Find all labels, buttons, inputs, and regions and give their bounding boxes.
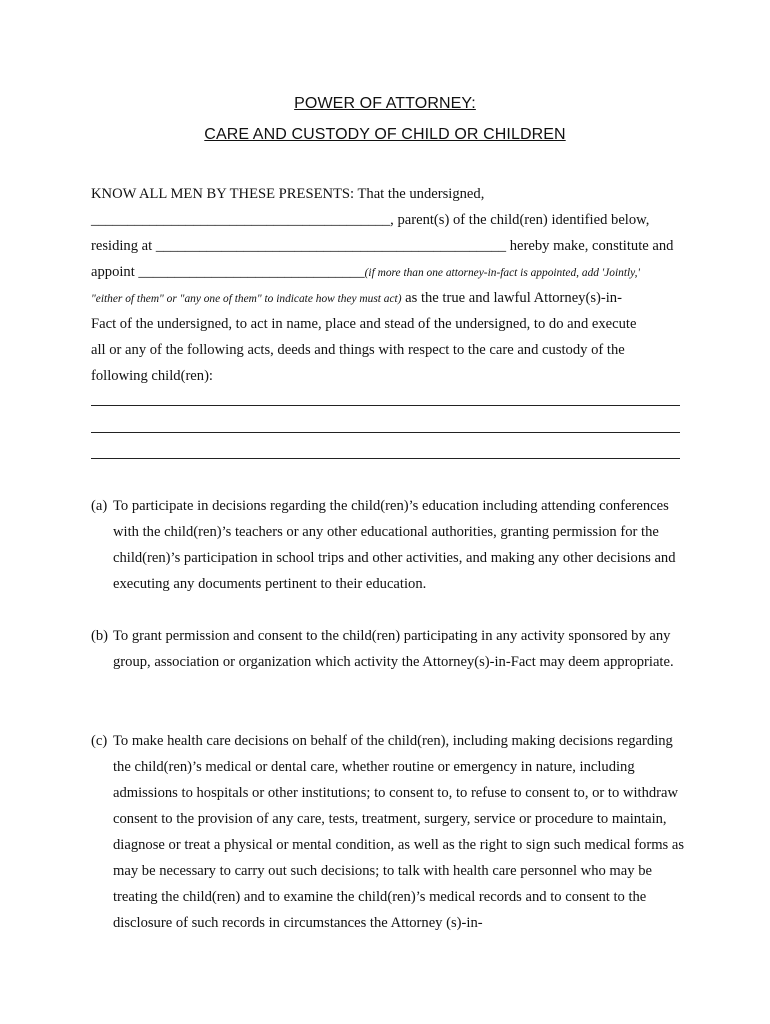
clause-text: To make health care decisions on behalf of the child(ren), including making decisions regarding the child(ren)’s medical or dental care, whether routine or emergency in nature, including admissions to hospitals or other institutions; to consent to, to refuse to consent to, or to withdraw consent to the provision of any care, tests, treatment, surgery, service or procedure to maintain, diagnose or treat a physical or mental condition, as well as the right to sign such medical forms as may be necessary to carry out such decisions; to talk with health care personnel who may be treating the child(ren) and to examine the child(ren)’s medical records and to consent to the disclosure of such records in circumstances the Attorney (s)-in- <box>113 733 685 931</box>
child-name-blank-2 <box>91 432 680 433</box>
appoint-note-cont: "either of them" or "any one of them" to indicate how they must act) <box>91 293 402 305</box>
intro-line-2: _________________________________________, parent(s) of the child(ren) identified below, <box>91 212 650 228</box>
intro-line-1: KNOW ALL MEN BY THESE PRESENTS: That the undersigned, <box>91 186 485 202</box>
intro-line-8: following child(ren): <box>91 368 213 384</box>
child-name-blank-3 <box>91 458 680 459</box>
clause-letter: (b) <box>91 628 109 644</box>
clause-letter: (a) <box>91 498 108 514</box>
clause-b <box>91 623 686 675</box>
appoint-text: appoint _______________________________ <box>91 264 365 280</box>
appoint-note: (if more than one attorney-in-fact is appointed, add 'Jointly,' <box>364 267 640 279</box>
intro-line-6: Fact of the undersigned, to act in name, place and stead of the undersigned, to do and execute <box>91 316 637 332</box>
intro-line-4 <box>91 259 640 286</box>
intro-line-3: residing at ________________________________________________ hereby make, constitute and <box>91 238 674 254</box>
intro-line-5 <box>91 285 622 312</box>
child-name-blank-1 <box>91 405 680 406</box>
intro-line-7: all or any of the following acts, deeds and things with respect to the care and custody of the <box>91 342 625 358</box>
clause-c <box>91 728 686 936</box>
attorney-text: as the true and lawful Attorney(s)-in- <box>401 290 622 306</box>
document-title: POWER OF ATTORNEY: <box>294 95 476 112</box>
document-subtitle: CARE AND CUSTODY OF CHILD OR CHILDREN <box>204 126 566 143</box>
clause-a <box>91 493 686 597</box>
clause-letter: (c) <box>91 733 108 749</box>
clause-text: To grant permission and consent to the child(ren) participating in any activity sponsored by any group, association or organization which activity the Attorney(s)-in-Fact may deem appropriate. <box>113 628 674 670</box>
clause-text: To participate in decisions regarding the child(ren)’s education including attending conferences with the child(ren)’s teachers or any other educational authorities, granting permission for the child(ren)’s participation in school trips and other activities, and making any other decisions and executing any documents pertinent to their education. <box>113 498 676 592</box>
